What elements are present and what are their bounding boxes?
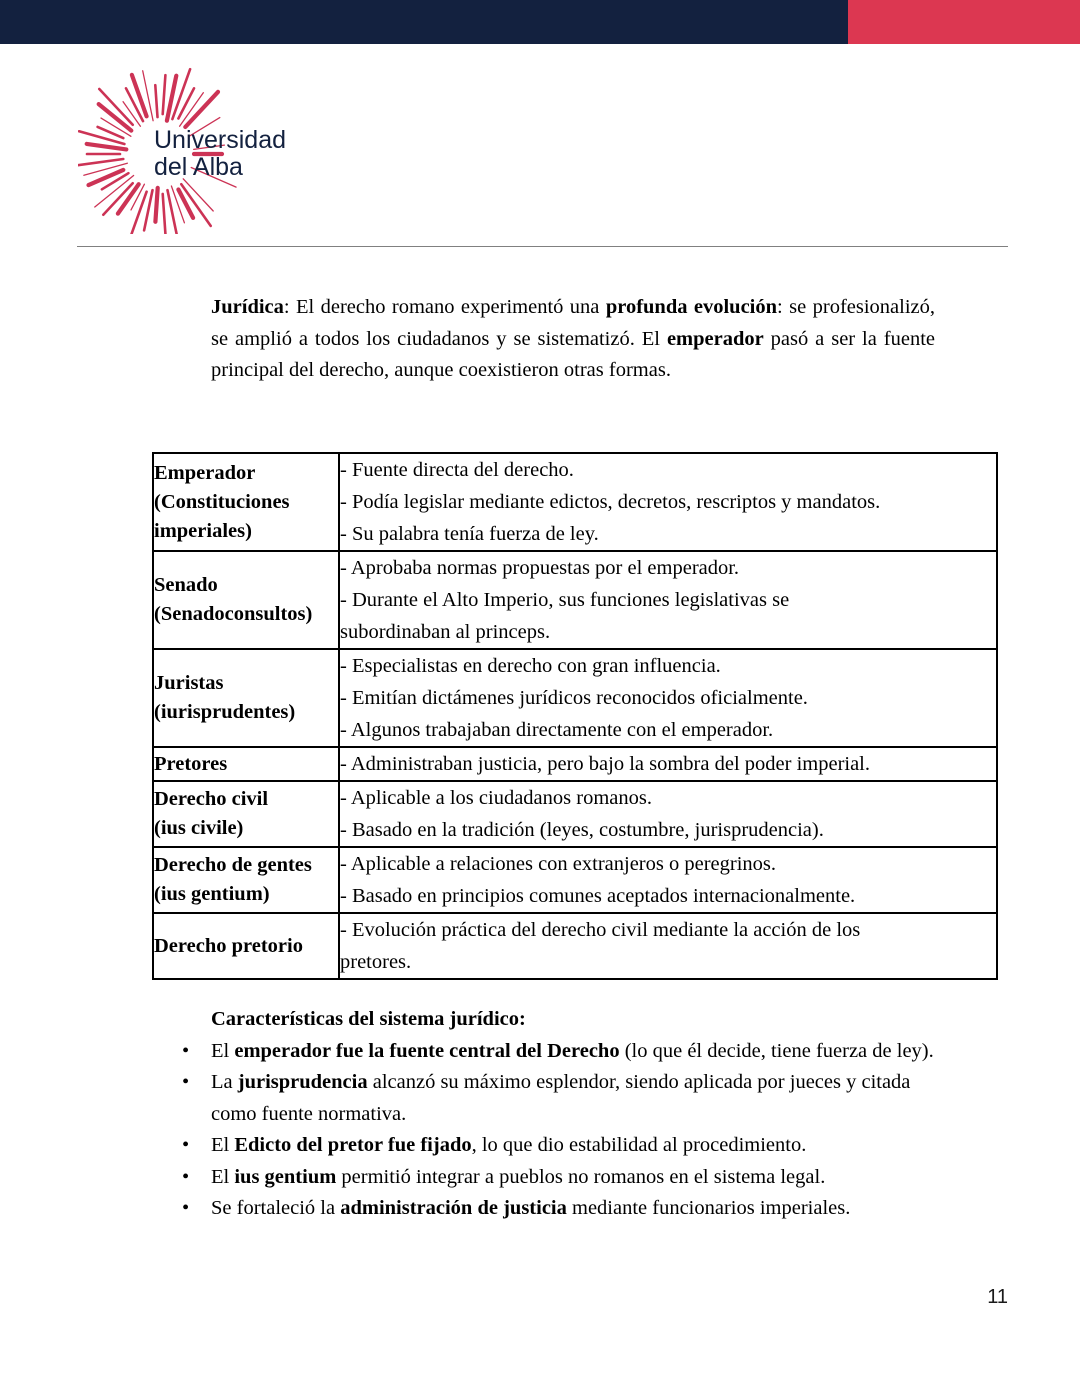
bullet-icon: • [182, 1134, 190, 1156]
list-item-text-bold: emperador fue la fuente central del Derecho [234, 1039, 620, 1062]
table-cell-label [153, 649, 339, 747]
intro-text-part1: : El derecho romano experimentó una [283, 296, 606, 318]
label-line: Derecho de gentes [154, 854, 312, 876]
list-item [0, 1067, 1080, 1130]
characteristics-section [0, 1004, 1080, 1225]
label-line: imperiales) [154, 519, 252, 542]
university-logo [78, 62, 308, 234]
label-line: (Senadoconsultos) [154, 603, 313, 625]
table-cell-detail [339, 847, 997, 913]
label-line: (ius civile) [154, 817, 244, 839]
detail-line: subordinaban al princeps. [340, 621, 551, 643]
intro-lead-bold: Jurídica [211, 296, 284, 318]
list-item-text-post: permitió integrar a pueblos no romanos en el sistema legal. [336, 1165, 826, 1188]
detail-line: - Su palabra tenía fuerza de ley. [340, 523, 599, 545]
detail-line: - Basado en la tradición (leyes, costumbre, jurisprudencia). [340, 819, 824, 841]
label-line: Derecho pretorio [154, 934, 303, 957]
list-item [0, 1162, 1080, 1194]
list-item-text-pre: El [211, 1039, 235, 1062]
table-cell-label [153, 847, 339, 913]
table-row [153, 913, 997, 979]
table-cell-detail [339, 747, 997, 781]
list-item [0, 1036, 1080, 1068]
logo-text-line1: Universidad [154, 126, 287, 154]
label-line: Juristas [154, 672, 224, 694]
header-bar-crimson-segment [848, 0, 1080, 44]
table-row [153, 747, 997, 781]
logo-text-line2: del Alba [154, 153, 243, 181]
detail-line: - Algunos trabajaban directamente con el emperador. [340, 719, 774, 741]
table-cell-label [153, 913, 339, 979]
bullet-icon: • [182, 1197, 190, 1219]
list-item-text-post: , lo que dio estabilidad al procedimiento. [471, 1134, 807, 1156]
label-line: (Constituciones [154, 490, 290, 513]
label-line: Pretores [154, 752, 228, 775]
detail-line: - Emitían dictámenes jurídicos reconocidos oficialmente. [340, 687, 808, 709]
table-row [153, 847, 997, 913]
table-cell-label [153, 551, 339, 649]
intro-text-part3: pasó a ser la fuente principal del derecho, aunque coexistieron otras formas. [211, 327, 936, 381]
list-item-text-pre: El [211, 1134, 235, 1156]
bullet-icon: • [182, 1165, 190, 1188]
header-divider-rule [77, 246, 1008, 247]
detail-line: - Evolución práctica del derecho civil mediante la acción de los [340, 919, 861, 941]
detail-line: - Basado en principios comunes aceptados internacionalmente. [340, 885, 856, 907]
page-number: 11 [987, 1286, 1008, 1308]
page-header-bar [0, 0, 1080, 44]
table-row [153, 453, 997, 551]
table-row [153, 781, 997, 847]
sunburst-logo-icon [78, 62, 308, 234]
bullet-icon: • [182, 1039, 190, 1062]
intro-text-part2: : se profesionalizó, se amplió a todos los ciudadanos y se sistematizó. El [211, 296, 936, 350]
detail-line: - Fuente directa del derecho. [340, 459, 574, 481]
characteristics-list [0, 1036, 1080, 1225]
detail-line: - Podía legislar mediante edictos, decretos, rescriptos y mandatos. [340, 491, 881, 513]
list-item-text-pre: Se fortaleció la [211, 1197, 341, 1219]
list-item-text-post: (lo que él decide, tiene fuerza de ley). [619, 1039, 934, 1062]
detail-line: - Aprobaba normas propuestas por el emperador. [340, 557, 740, 579]
detail-line: pretores. [340, 951, 412, 973]
table-cell-label [153, 747, 339, 781]
list-item-text-pre: El [211, 1165, 235, 1188]
detail-line: - Durante el Alto Imperio, sus funciones legislativas se [340, 589, 790, 611]
intro-paragraph [0, 292, 1080, 387]
detail-line: - Aplicable a los ciudadanos romanos. [340, 787, 652, 809]
bullet-icon: • [182, 1071, 190, 1093]
detail-line: - Especialistas en derecho con gran influencia. [340, 655, 721, 677]
list-item [0, 1130, 1080, 1162]
label-line: (ius gentium) [154, 883, 270, 905]
label-line: (iurisprudentes) [154, 701, 296, 723]
list-item-text-bold: ius gentium [234, 1165, 337, 1188]
list-item-text-bold: jurisprudencia [237, 1071, 368, 1093]
characteristics-heading: Características del sistema jurídico: [211, 1008, 526, 1030]
table-cell-detail [339, 649, 997, 747]
table-cell-detail [339, 781, 997, 847]
list-item-text-post: mediante funcionarios imperiales. [566, 1197, 851, 1219]
label-line: Derecho civil [154, 788, 269, 810]
intro-bold-profunda-evolucion: profunda evolución [605, 296, 778, 318]
sources-of-law-table [152, 452, 998, 980]
table-row [153, 649, 997, 747]
intro-bold-emperador: emperador [666, 327, 764, 350]
list-item-text-bold: administración de justicia [340, 1197, 567, 1219]
table-cell-detail [339, 453, 997, 551]
detail-line: - Administraban justicia, pero bajo la sombra del poder imperial. [340, 753, 871, 775]
table-cell-detail [339, 913, 997, 979]
header-bar-navy-segment [0, 0, 848, 44]
list-item-text-pre: La [211, 1071, 238, 1093]
table-cell-label [153, 453, 339, 551]
list-item-text-bold: Edicto del pretor fue fijado [234, 1134, 472, 1156]
list-item-text-post: alcanzó su máximo esplendor, siendo aplicada por jueces y citada como fuente normativa. [211, 1071, 911, 1125]
table-cell-detail [339, 551, 997, 649]
table-row [153, 551, 997, 649]
label-line: Emperador [154, 461, 256, 484]
document-body [0, 292, 1080, 1219]
detail-line: - Aplicable a relaciones con extranjeros o peregrinos. [340, 853, 777, 875]
table-cell-label [153, 781, 339, 847]
list-item [0, 1193, 1080, 1225]
label-line: Senado [154, 574, 218, 596]
